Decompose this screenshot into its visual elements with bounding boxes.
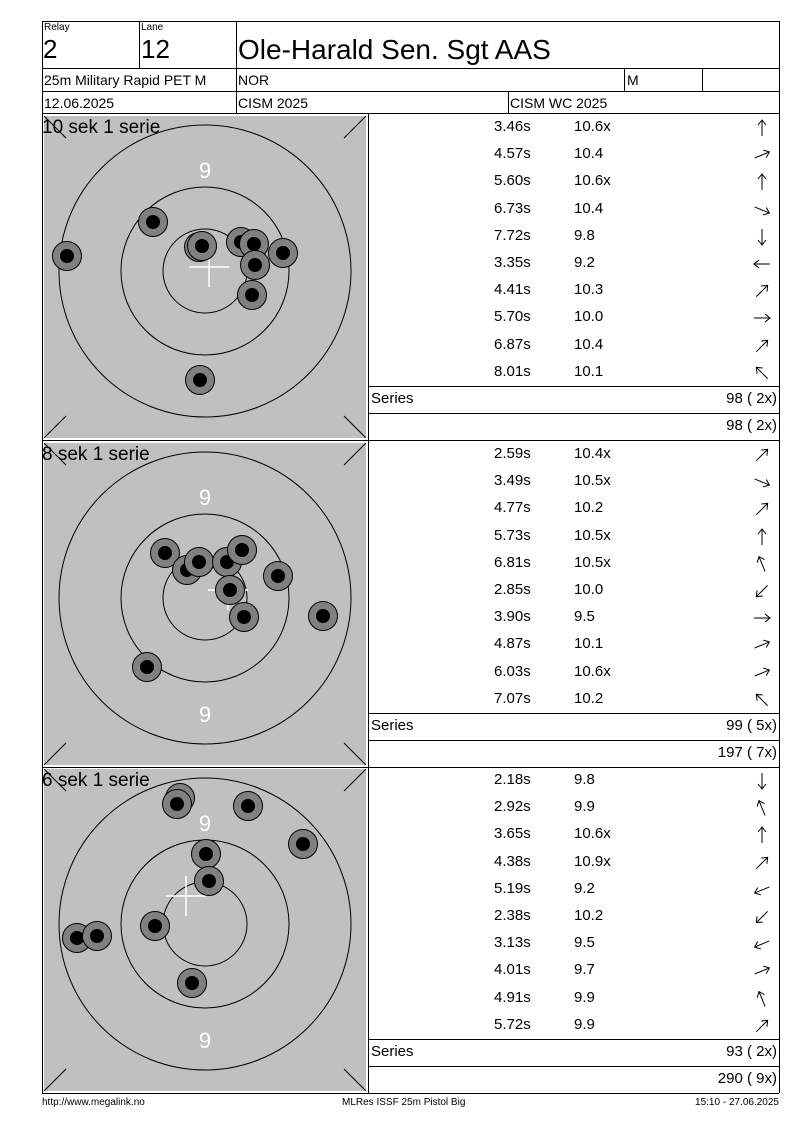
shot-time: 4.91s <box>494 988 531 1006</box>
header-col-divider <box>236 21 237 113</box>
shot-value: 10.6x <box>574 825 611 843</box>
shooter-name: Ole-Harald Sen. Sgt AAS <box>238 34 551 65</box>
shot-time: 3.49s <box>494 472 531 490</box>
footer-left: http://www.megalink.no <box>42 1097 145 1108</box>
shot-value: 10.1 <box>574 362 604 380</box>
relay-lane-divider <box>139 21 140 68</box>
shot-time: 4.41s <box>494 281 531 299</box>
lane-value: 12 <box>141 34 170 64</box>
shot-time: 7.07s <box>494 689 531 707</box>
shot-hole <box>146 215 160 229</box>
shot-time: 5.70s <box>494 308 531 326</box>
header-row1-border <box>42 68 779 69</box>
shot-time: 2.59s <box>494 445 531 462</box>
ring-label-bottom: 9 <box>198 702 212 727</box>
target-svg <box>44 443 366 765</box>
shot-hole <box>140 660 154 674</box>
shot-value: 10.4 <box>574 145 604 163</box>
series-block <box>0 767 800 1093</box>
shot-value: 10.0 <box>574 581 604 598</box>
series-summary <box>369 114 779 440</box>
ring-label-top: 9 <box>198 485 212 510</box>
shot-hole <box>199 847 213 861</box>
ring-label-bottom: 9 <box>198 1028 212 1053</box>
shot-hole <box>223 583 237 597</box>
event-name: 25m Military Rapid PET M <box>44 72 207 88</box>
target <box>44 769 366 1091</box>
footer-center: MLRes ISSF 25m Pistol Big <box>342 1097 466 1108</box>
shot-hole <box>70 931 84 945</box>
shot-time: 4.87s <box>494 635 531 653</box>
shot-value: 10.4 <box>574 199 604 217</box>
shot-value: 10.6x <box>574 662 611 680</box>
shot-hole <box>185 976 199 990</box>
shot-value: 10.5x <box>574 553 611 571</box>
shot-time: 3.90s <box>494 608 531 626</box>
running-total: 290 ( 9x) <box>717 1070 777 1087</box>
shot-time: 6.87s <box>494 335 531 353</box>
series-block <box>0 114 800 440</box>
shot-time: 3.46s <box>494 118 531 135</box>
series-total: 93 ( 2x) <box>726 1043 777 1060</box>
shot-value: 10.2 <box>574 689 604 707</box>
shot-value: 10.6x <box>574 172 611 190</box>
shot-hole <box>248 258 262 272</box>
shot-hole <box>202 874 216 888</box>
shot-value: 9.9 <box>574 798 595 816</box>
shot-hole <box>60 249 74 263</box>
relay-label: Relay <box>44 22 70 33</box>
shot-time: 8.01s <box>494 362 531 380</box>
shot-time: 2.85s <box>494 581 531 598</box>
shot-time: 7.72s <box>494 226 531 244</box>
shot-hole <box>158 546 172 560</box>
series-label: Series <box>371 1043 414 1060</box>
header-row2-border <box>42 91 779 92</box>
shot-time: 2.18s <box>494 771 531 788</box>
series-title: 10 sek 1 serie <box>42 117 161 138</box>
shot-hole <box>247 237 261 251</box>
series-summary <box>369 441 779 767</box>
shot-value: 9.9 <box>574 1015 595 1033</box>
target-svg <box>44 116 366 438</box>
shot-value: 10.3 <box>574 281 604 299</box>
shot-time: 2.38s <box>494 907 531 924</box>
shot-hole <box>90 929 104 943</box>
nation: NOR <box>238 72 270 88</box>
shot-hole <box>170 797 184 811</box>
shot-hole <box>192 555 206 569</box>
shot-value: 9.2 <box>574 254 595 271</box>
shot-value: 10.2 <box>574 907 604 924</box>
shot-time: 3.35s <box>494 254 531 271</box>
shot-value: 10.4x <box>574 445 611 462</box>
shot-time: 5.73s <box>494 526 531 544</box>
shot-hole <box>237 610 251 624</box>
shot-time: 3.13s <box>494 934 531 952</box>
shot-hole <box>245 288 259 302</box>
series-title: 6 sek 1 serie <box>42 770 150 791</box>
date: 12.06.2025 <box>44 95 115 111</box>
shot-time: 6.03s <box>494 662 531 680</box>
shot-value: 9.7 <box>574 961 595 979</box>
series-label: Series <box>371 390 414 407</box>
lane-label: Lane <box>141 22 164 33</box>
competition: CISM 2025 <box>238 95 309 111</box>
shot-hole <box>235 543 249 557</box>
shot-value: 10.2 <box>574 499 604 517</box>
shot-value: 9.5 <box>574 608 595 626</box>
gender: M <box>627 72 639 88</box>
relay-value: 2 <box>43 34 58 64</box>
series-title: 8 sek 1 serie <box>42 444 150 465</box>
shot-value: 10.0 <box>574 308 604 326</box>
shot-time: 4.38s <box>494 852 531 870</box>
nation-gender-divider <box>624 68 625 91</box>
series-summary <box>369 767 779 1093</box>
shot-value: 9.8 <box>574 771 595 788</box>
shot-time: 4.01s <box>494 961 531 979</box>
footer-border <box>42 1093 779 1094</box>
shot-time: 5.60s <box>494 172 531 190</box>
target-svg <box>44 769 366 1091</box>
shot-time: 5.72s <box>494 1015 531 1033</box>
series-total: 99 ( 5x) <box>726 717 777 734</box>
series-total: 98 ( 2x) <box>726 390 777 407</box>
running-total: 98 ( 2x) <box>726 417 777 434</box>
shot-value: 9.5 <box>574 934 595 952</box>
shot-value: 10.5x <box>574 526 611 544</box>
target <box>44 443 366 765</box>
shot-time: 6.81s <box>494 553 531 571</box>
shot-value: 9.9 <box>574 988 595 1006</box>
shot-value: 10.1 <box>574 635 604 653</box>
shot-time: 4.57s <box>494 145 531 163</box>
gender-extra-divider <box>702 68 703 91</box>
championship: CISM WC 2025 <box>510 95 608 111</box>
shot-value: 9.2 <box>574 879 595 897</box>
shot-value: 10.4 <box>574 335 604 353</box>
ring-label-top: 9 <box>198 811 212 836</box>
competition-divider <box>508 91 509 113</box>
shot-value: 10.5x <box>574 472 611 490</box>
shot-hole <box>148 919 162 933</box>
shot-hole <box>296 837 310 851</box>
shot-hole <box>276 246 290 260</box>
shot-time: 4.77s <box>494 499 531 517</box>
target <box>44 116 366 438</box>
shot-time: 3.65s <box>494 825 531 843</box>
shot-time: 6.73s <box>494 199 531 217</box>
series-label: Series <box>371 717 414 734</box>
shot-hole <box>241 799 255 813</box>
shot-value: 10.9x <box>574 852 611 870</box>
shot-value: 9.8 <box>574 226 595 244</box>
running-total: 197 ( 7x) <box>717 744 777 761</box>
shot-hole <box>316 609 330 623</box>
shot-time: 2.92s <box>494 798 531 816</box>
ring-label-top: 9 <box>198 158 212 183</box>
shot-time: 5.19s <box>494 879 531 897</box>
footer-right: 15:10 - 27.06.2025 <box>695 1097 779 1108</box>
shot-value: 10.6x <box>574 118 611 135</box>
shot-hole <box>271 569 285 583</box>
series-block <box>0 441 800 767</box>
shot-hole <box>195 239 209 253</box>
shot-hole <box>193 373 207 387</box>
